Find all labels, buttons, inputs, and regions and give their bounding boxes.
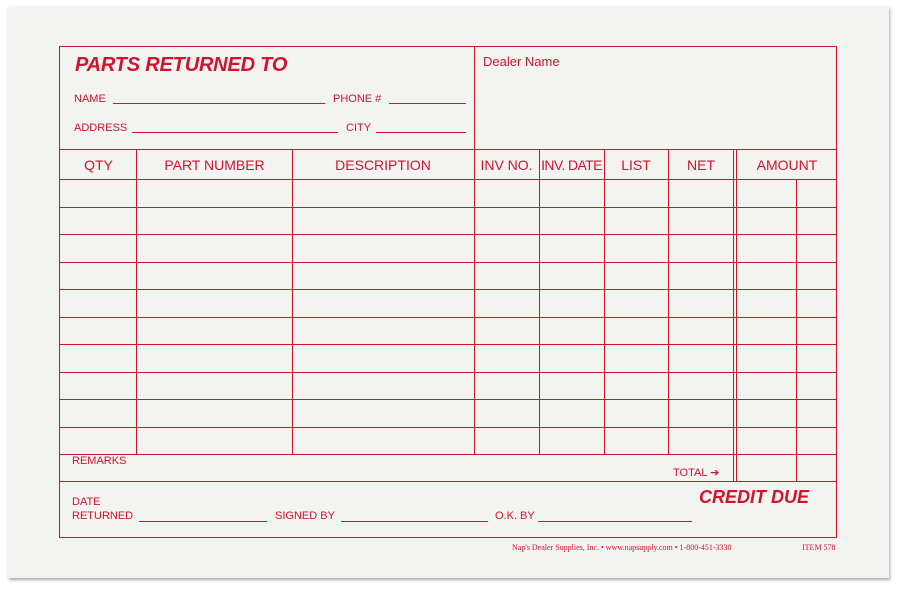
footer-text: Nap's Dealer Supplies, Inc. • www.napsupply.com • 1-800-451-3330 [512,543,732,552]
col-line-qty [136,149,137,454]
col-header-inv-no: INV NO. [480,157,533,173]
col-header-net: NET [687,157,715,173]
col-header-list: LIST [621,157,651,173]
phone-label: PHONE # [333,93,382,105]
table-row-line [59,372,837,373]
col-line-invno [539,149,540,454]
col-header-description: DESCRIPTION [335,157,431,173]
credit-due-label: CREDIT DUE [699,487,810,507]
form-title: PARTS RETURNED TO [75,54,288,76]
col-line-amount-cents [796,179,797,482]
table-row-line [59,317,837,318]
table-row-line [59,344,837,345]
arrow-right-icon: ➔ [710,466,720,479]
total-label [673,466,719,479]
table-row-line [59,289,837,290]
col-line-part [292,149,293,454]
signed-by-field[interactable] [341,521,488,522]
remarks-bottom-line [59,481,837,482]
returned-label: RETURNED [72,510,134,522]
city-label: CITY [346,122,372,134]
table-row-line [59,234,837,235]
form-frame [59,46,837,538]
name-label: NAME [74,93,106,105]
col-header-qty: QTY [84,157,113,173]
date-label: DATE [72,496,101,508]
table-row-line [59,262,837,263]
dealer-name-label: Dealer Name [483,54,560,69]
name-field[interactable] [113,103,325,104]
col-line-net-b [736,149,737,482]
table-row-line [59,427,837,428]
header-divider [474,46,475,454]
table-row-line [59,207,837,208]
remarks-label: REMARKS [72,455,127,467]
address-field[interactable] [132,132,338,133]
ok-by-field[interactable] [538,521,692,522]
col-line-net-a [733,149,734,482]
city-field[interactable] [376,132,466,133]
ok-by-label: O.K. BY [495,510,535,522]
col-header-part-number: PART NUMBER [164,157,265,173]
table-bottom-line [59,454,837,455]
phone-field[interactable] [389,103,466,104]
col-header-inv-date: INV. DATE [541,157,602,173]
table-row-line [59,399,837,400]
col-header-amount: AMOUNT [756,157,818,173]
date-returned-field[interactable] [139,521,267,522]
col-line-list [668,149,669,454]
signed-by-label: SIGNED BY [275,510,335,522]
address-label: ADDRESS [74,122,128,134]
total-text: TOTAL [673,467,708,479]
item-number: ITEM 578 [802,543,836,552]
col-line-invdate [604,149,605,454]
